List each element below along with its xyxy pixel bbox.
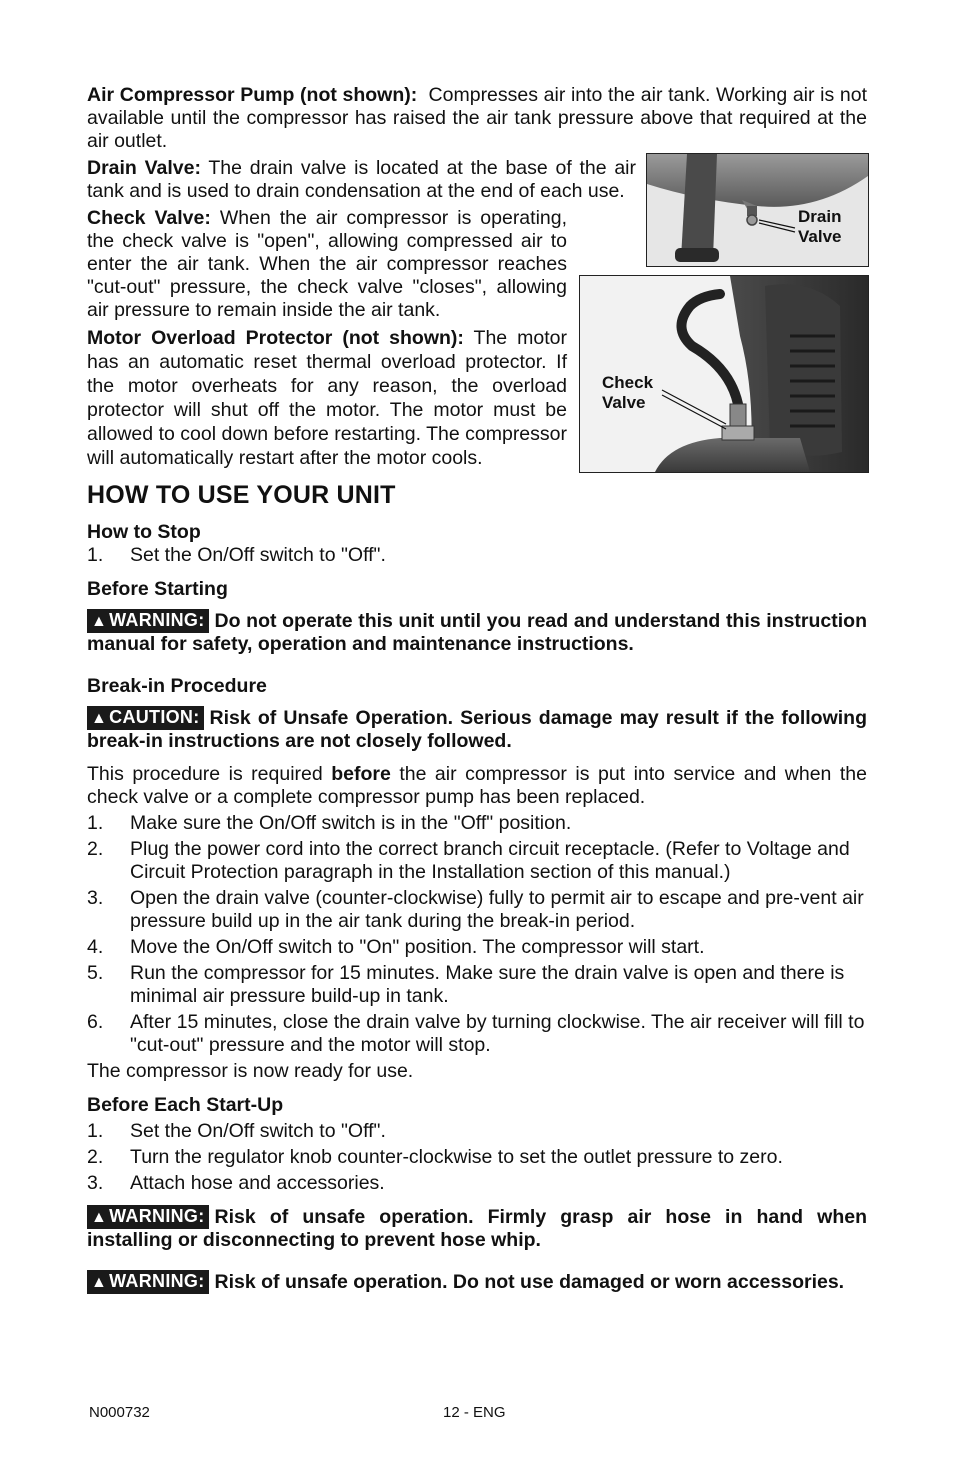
warning-badge bbox=[87, 1205, 209, 1229]
warning-triangle-icon: ▲ bbox=[91, 710, 108, 727]
component-descriptions bbox=[87, 84, 867, 470]
drain-valve-paragraph bbox=[87, 157, 636, 203]
drain-valve-figure bbox=[646, 153, 869, 267]
before-each-section bbox=[87, 1093, 867, 1294]
pump-paragraph bbox=[87, 84, 867, 153]
drain-valve-label: Drain Valve: bbox=[87, 157, 201, 179]
warning-text: Risk of unsafe operation. Do not use damaged or worn accessories. bbox=[214, 1271, 845, 1293]
manual-page bbox=[87, 84, 867, 1294]
step-text: Make sure the On/Off switch is in the "Off" position. bbox=[130, 812, 572, 834]
before-each-title: Before Each Start-Up bbox=[87, 1094, 284, 1116]
break-in-title: Break-in Procedure bbox=[87, 675, 267, 697]
page-number: 12 - ENG bbox=[443, 1404, 506, 1421]
check-valve-paragraph bbox=[87, 207, 567, 322]
step-number: 1. bbox=[87, 544, 104, 566]
step-text: Run the compressor for 15 minutes. Make sure the drain valve is open and there is minimal air pressure build-up in tank. bbox=[130, 962, 845, 1007]
intro-text-a: This procedure is required bbox=[87, 763, 332, 785]
step-number: 2. bbox=[87, 838, 104, 860]
list-item bbox=[87, 1146, 867, 1169]
step-number: 3. bbox=[87, 887, 104, 909]
list-item bbox=[87, 1120, 867, 1143]
check-label-line1: Check bbox=[602, 373, 654, 392]
drain-valve-text: The drain valve is located at the base of the air tank and is used to drain condensation at the end of each use. bbox=[87, 157, 637, 202]
accessories-warning bbox=[87, 1270, 867, 1294]
step-text: After 15 minutes, close the drain valve by turning clockwise. The air receiver will fill to "cut-out" pressure and the motor will stop. bbox=[130, 1011, 865, 1056]
step-number: 3. bbox=[87, 1172, 104, 1194]
before-each-list bbox=[87, 1120, 867, 1195]
hose-whip-warning bbox=[87, 1205, 867, 1252]
check-figure-label bbox=[602, 373, 653, 413]
step-text: Open the drain valve (counter-clockwise) fully to permit air to escape and pre-vent air pressure build up in the air tank during the break-in period. bbox=[130, 887, 864, 932]
pump-label: Air Compressor Pump (not shown): bbox=[87, 84, 418, 106]
step-number: 5. bbox=[87, 962, 104, 984]
how-to-stop-list bbox=[87, 544, 867, 567]
warning-text: Do not operate this unit until you read and understand this instruction manual for safety, operation and maintenance instructions. bbox=[87, 610, 867, 655]
step-text: Move the On/Off switch to "On" position. The compressor will start. bbox=[130, 936, 705, 958]
step-number: 4. bbox=[87, 936, 104, 958]
list-item bbox=[87, 887, 867, 933]
how-to-stop-title: How to Stop bbox=[87, 521, 201, 543]
warning-badge-label: WARNING: bbox=[109, 610, 205, 630]
step-number: 2. bbox=[87, 1146, 104, 1168]
check-valve-text: When the air compressor is operating, the check valve is "open", allowing compressed air to enter the air tank. When the air compressor reaches "cut-out" pressure, the check valve "closes", allowing air pressure to remain inside the air tank. bbox=[87, 207, 568, 321]
warning-badge bbox=[87, 1270, 209, 1294]
check-valve-figure bbox=[579, 275, 869, 473]
step-number: 6. bbox=[87, 1011, 104, 1033]
list-item bbox=[87, 838, 867, 884]
drain-figure-label bbox=[798, 207, 842, 247]
warning-triangle-icon: ▲ bbox=[91, 613, 108, 630]
list-item bbox=[87, 812, 867, 835]
pump-text: Compresses air into the air tank. Working air is not available until the compressor has raised the air tank pressure above that required at the air outlet. bbox=[87, 84, 867, 152]
warning-triangle-icon: ▲ bbox=[91, 1274, 108, 1291]
intro-text-b: the air compressor is put into service and when the check valve or a complete compressor pump has been replaced. bbox=[87, 763, 867, 808]
list-item bbox=[87, 936, 867, 959]
overload-paragraph bbox=[87, 326, 567, 470]
break-in-closing: The compressor is now ready for use. bbox=[87, 1060, 414, 1082]
step-text: Turn the regulator knob counter-clockwise to set the outlet pressure to zero. bbox=[130, 1146, 783, 1168]
warning-triangle-icon: ▲ bbox=[91, 1209, 108, 1226]
caution-badge bbox=[87, 706, 204, 730]
step-text: Plug the power cord into the correct branch circuit receptacle. (Refer to Voltage and Circuit Protection paragraph in the Installation section of this manual.) bbox=[130, 838, 850, 883]
break-in-section bbox=[87, 674, 867, 1083]
list-item bbox=[87, 544, 867, 567]
list-item bbox=[87, 962, 867, 1008]
intro-text-bold: before bbox=[331, 763, 391, 785]
drain-label-line2: Valve bbox=[798, 227, 842, 246]
overload-label: Motor Overload Protector (not shown): bbox=[87, 327, 464, 349]
step-number: 1. bbox=[87, 812, 104, 834]
drain-label-line1: Drain bbox=[798, 207, 842, 226]
document-number: N000732 bbox=[89, 1404, 150, 1421]
step-text: Set the On/Off switch to "Off". bbox=[130, 1120, 386, 1142]
list-item bbox=[87, 1172, 867, 1195]
caution-text: Risk of Unsafe Operation. Serious damage may result if the following break-in instructions are not closely followed. bbox=[87, 707, 867, 752]
break-in-list bbox=[87, 812, 867, 1057]
before-starting-section bbox=[87, 577, 867, 656]
step-number: 1. bbox=[87, 1120, 104, 1142]
break-in-caution bbox=[87, 706, 867, 753]
section-title: HOW TO USE YOUR UNIT bbox=[87, 481, 396, 509]
warning-badge bbox=[87, 609, 209, 633]
before-starting-warning bbox=[87, 609, 867, 656]
break-in-intro bbox=[87, 763, 867, 809]
overload-text: The motor has an automatic reset thermal overload protector. If the motor overheats for any reason, the overload protector will shut off the motor. The motor must be allowed to cool down before restarting. The compressor will automatically restart after the motor cools. bbox=[87, 327, 567, 469]
warning-badge-label: WARNING: bbox=[109, 1206, 205, 1226]
step-text: Attach hose and accessories. bbox=[130, 1172, 385, 1194]
caution-badge-label: CAUTION: bbox=[109, 707, 200, 727]
warning-text: Risk of unsafe operation. Firmly grasp air hose in hand when installing or disconnecting to prevent hose whip. bbox=[87, 1206, 867, 1251]
check-label-line2: Valve bbox=[602, 393, 646, 412]
how-to-stop-section bbox=[87, 520, 867, 567]
before-starting-title: Before Starting bbox=[87, 578, 228, 600]
list-item bbox=[87, 1011, 867, 1057]
warning-badge-label: WARNING: bbox=[109, 1271, 205, 1291]
step-text: Set the On/Off switch to "Off". bbox=[130, 544, 386, 566]
check-valve-label: Check Valve: bbox=[87, 207, 211, 229]
